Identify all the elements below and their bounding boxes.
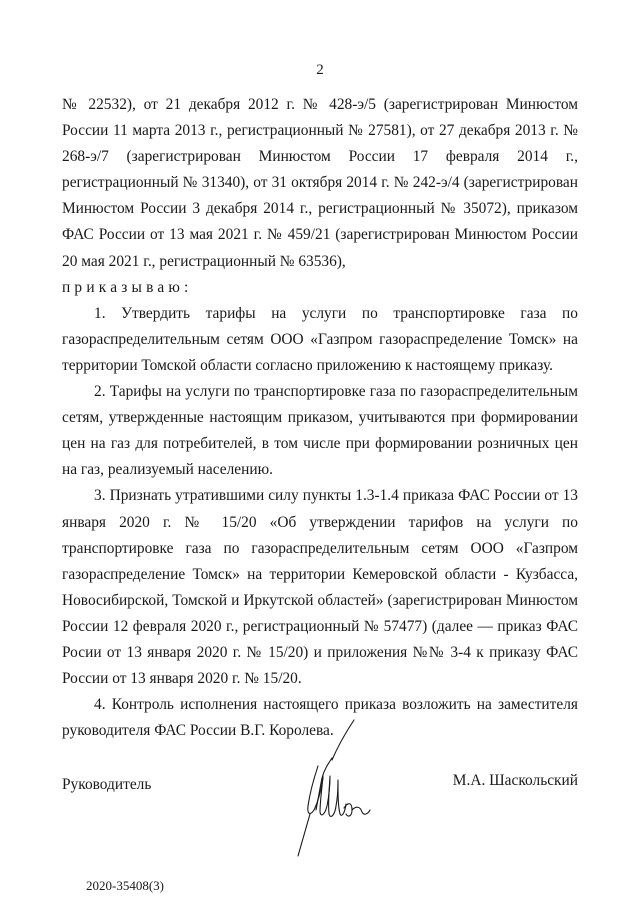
order-word: приказываю: <box>62 278 193 296</box>
paragraph-4: 4. Контроль исполнения настоящего приказа возложить на заместителя руководителя ФАС России В.Г. Королева. <box>62 696 578 740</box>
handwritten-signature <box>288 718 378 858</box>
paragraph-3: 3. Признать утратившими силу пункты 1.3-1.4 приказа ФАС России от 13 января 2020 г. № 15/20 «Об утверждении тарифов на услуги по транспортировке газа по газораспределительным сетям ООО «Газпром газораспределение Томск» на территории Кемеровской области - Кузбасса, Новосибирской, Томской и Иркутской областей» (зарегистрирован Минюстом России 12 февраля 2020 г., регистрационный № 57477) (далее — приказ ФАС Росии от 13 января 2020 г. № 15/20) и приложения №№ 3-4 к приказу ФАС России от 13 января 2020 г. № 15/20. <box>62 487 578 688</box>
document-body <box>62 92 578 744</box>
document-code: 2020-35408(3) <box>86 878 164 893</box>
signatory-title: Руководитель <box>62 776 152 793</box>
page-number: 2 <box>316 62 324 78</box>
signatory-name: М.А. Шаскольский <box>452 772 578 789</box>
paragraph-2: 2. Тарифы на услуги по транспортировке газа по газораспределительным сетям, утвержденные настоящим приказом, учитываются при формировании цен на газ для потребителей, в том числе при формировании розничных цен на газ, реализуемый населению. <box>62 383 578 479</box>
paragraph-1: 1. Утвердить тарифы на услуги по транспортировке газа по газораспределительным сетям ООО «Газпром газораспределение Томск» на территории Томской области согласно приложению к настоящему приказу. <box>62 304 578 374</box>
paragraph-preamble: № 22532), от 21 декабря 2012 г. № 428-э/5 (зарегистрирован Минюстом России 11 марта 2013 г., регистрационный № 27581), от 27 декабря 2013 г. № 268-э/7 (зарегистрирован Минюстом России 17 февраля 2014 г., регистрационный № 31340), от 31 октября 2014 г. № 242-э/4 (зарегистрирован Минюстом России 3 декабря 2014 г., регистрационный № 35072), приказом ФАС России от 13 мая 2021 г. № 459/21 (зарегистрирован Минюстом России 20 мая 2021 г., регистрационный № 63536), <box>62 96 578 270</box>
